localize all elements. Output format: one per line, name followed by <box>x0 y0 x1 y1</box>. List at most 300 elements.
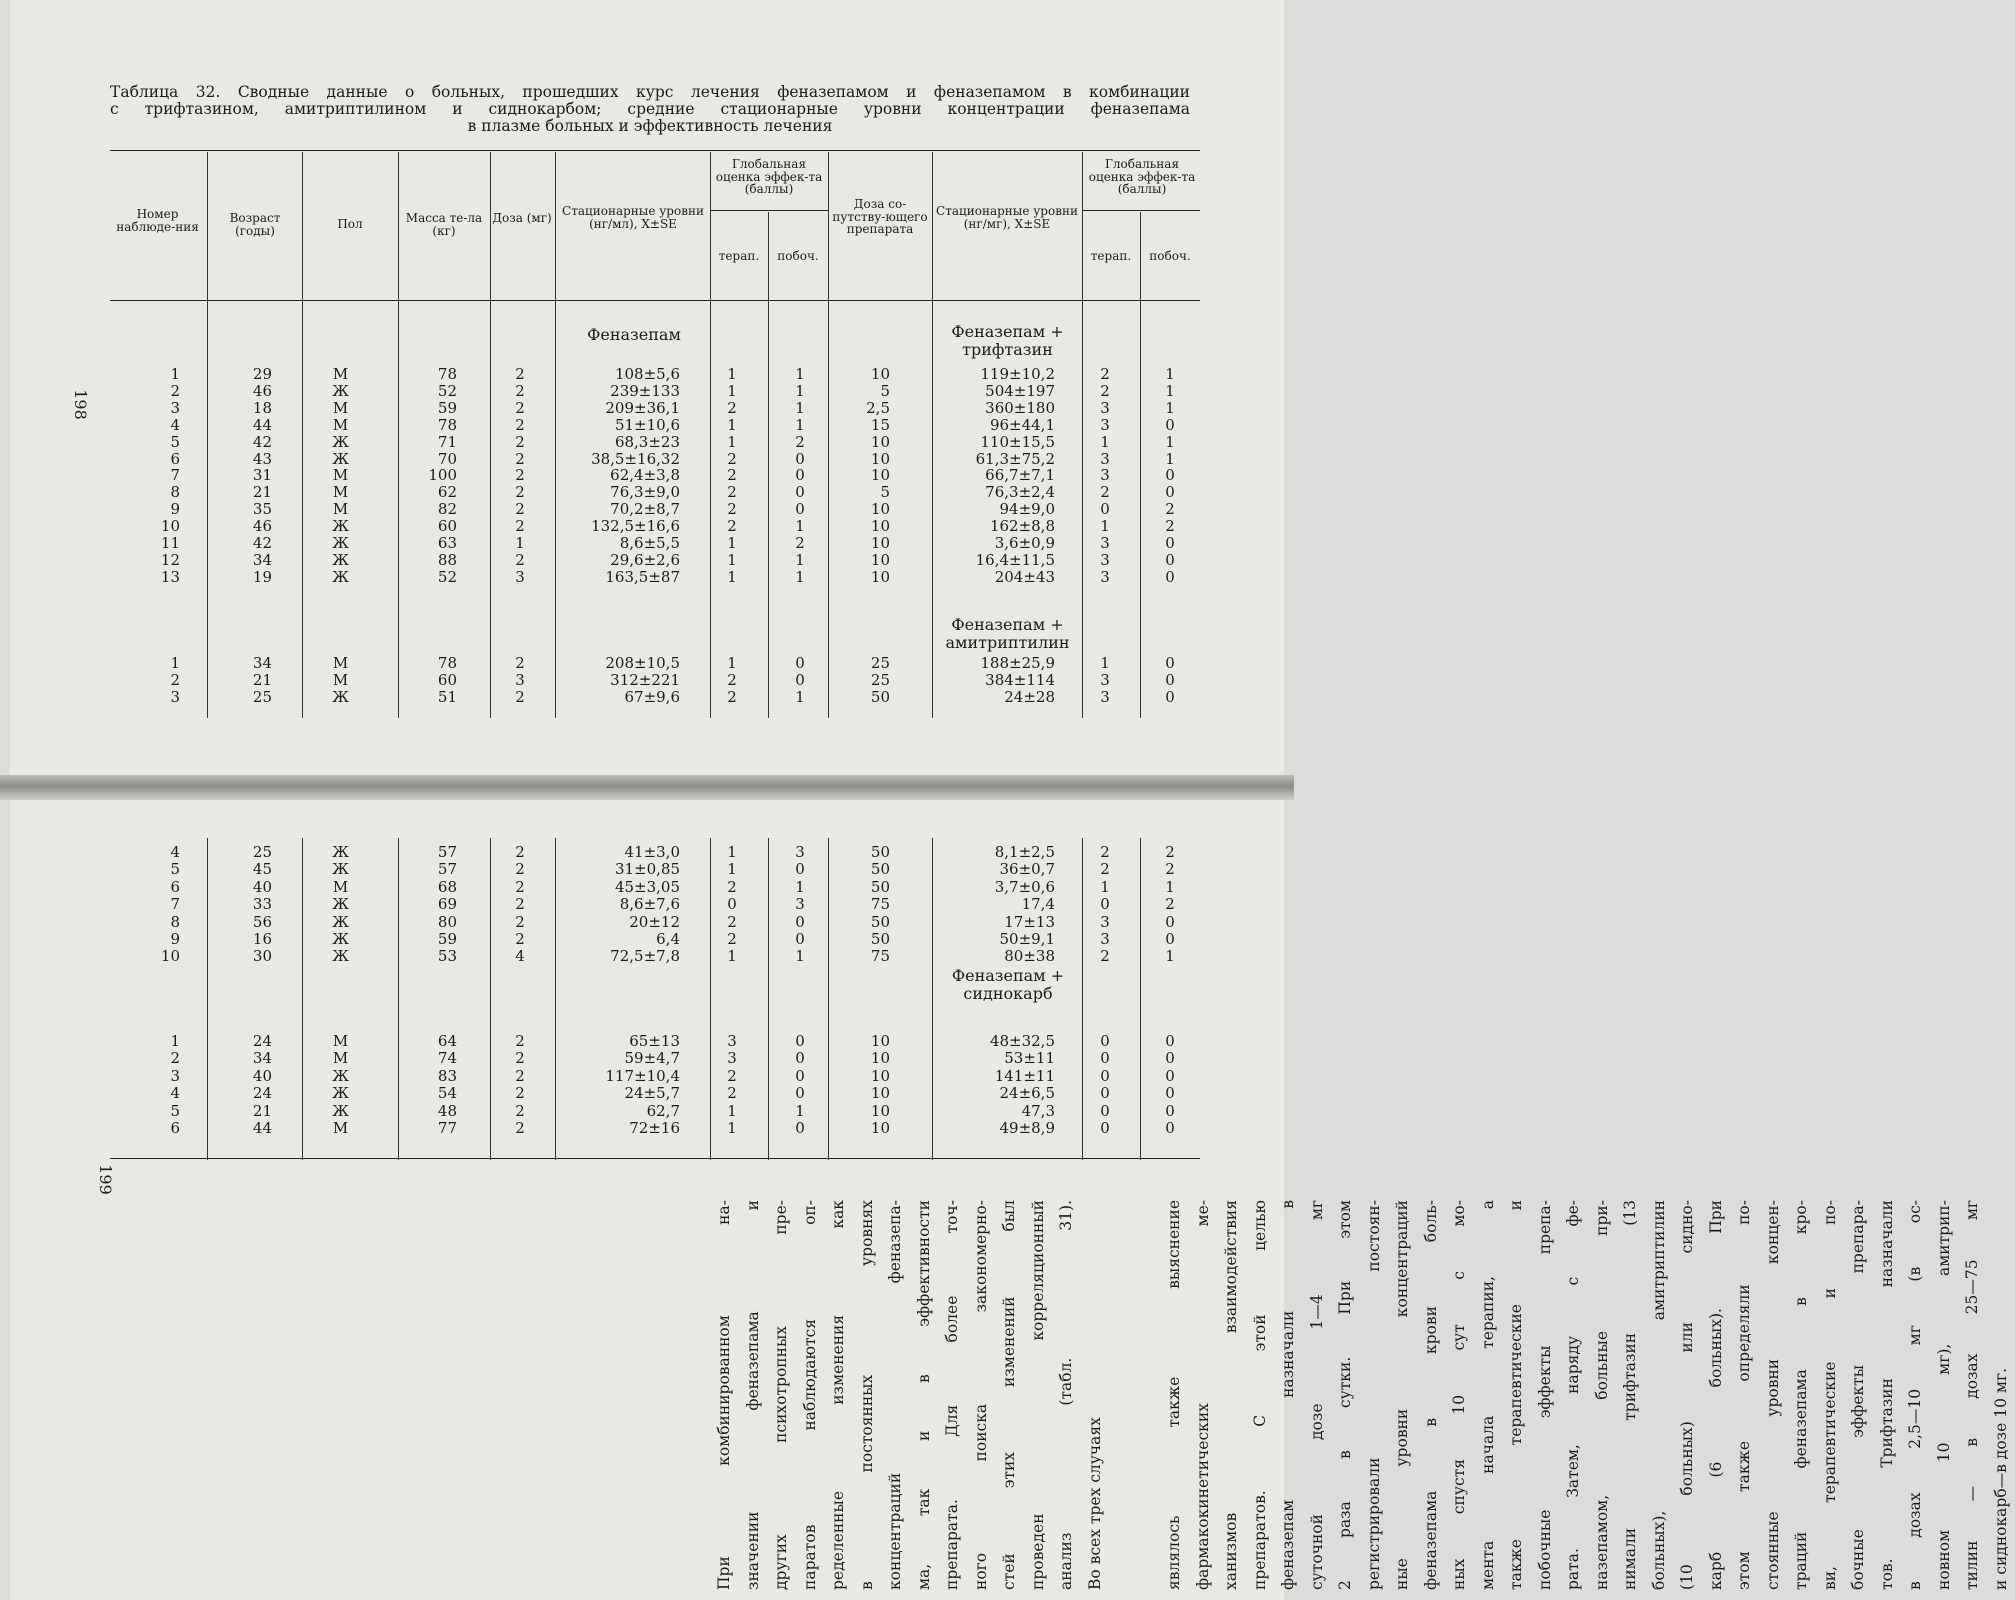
text-line: феназепам назначали в <box>1279 1200 1297 1590</box>
cell-level2: 50±9,1 <box>999 930 1055 948</box>
cell-codose: 10 <box>870 466 890 485</box>
cell-sex: Ж <box>332 567 349 586</box>
cell-side: 1 <box>795 877 805 896</box>
cell-mass: 88 <box>437 550 457 569</box>
cell-therap: 2 <box>727 1084 737 1103</box>
cell-age: 42 <box>252 534 272 552</box>
cell-level: 20±12 <box>629 912 680 931</box>
cell-mass: 52 <box>437 567 457 586</box>
header-levels2: Стационарные уровни (нг/мг), X±SE <box>936 204 1078 231</box>
cell-mass: 59 <box>437 398 457 417</box>
cell-therap2: 3 <box>1100 449 1110 468</box>
cell-mass: 74 <box>437 1049 457 1068</box>
text-line: в дозах 2,5—10 мг (в ос- <box>1906 1200 1924 1590</box>
cell-codose: 10 <box>870 365 890 383</box>
header-bottom-rule <box>110 300 1200 301</box>
cell-therap2: 2 <box>1100 365 1110 383</box>
cell-side2: 2 <box>1165 843 1175 861</box>
cell-therap: 1 <box>727 843 737 861</box>
cell-mass: 53 <box>437 947 457 966</box>
cell-level: 24±5,7 <box>624 1084 680 1103</box>
cell-age: 34 <box>252 1049 272 1068</box>
cell-sex: Ж <box>332 517 349 536</box>
cell-therap2: 3 <box>1100 912 1110 931</box>
cell-mass: 78 <box>437 365 457 383</box>
cell-codose: 15 <box>870 415 890 434</box>
page-198 <box>10 0 1284 775</box>
cell-dose: 2 <box>515 895 525 914</box>
cell-codose: 50 <box>870 877 890 896</box>
cell-codose: 10 <box>870 1032 890 1050</box>
cell-side: 0 <box>795 1066 805 1085</box>
cell-dose: 2 <box>515 1101 525 1120</box>
cell-sex: Ж <box>332 947 349 966</box>
header-number: Номер наблюде-ния <box>116 207 199 234</box>
column-rule <box>768 212 769 718</box>
column-rule <box>768 838 769 1160</box>
cell-age: 40 <box>252 1066 272 1085</box>
cell-level2: 96±44,1 <box>989 415 1055 434</box>
cell-mass: 48 <box>437 1101 457 1120</box>
text-line: являлось также выяснение <box>1165 1200 1183 1590</box>
cell-sex: М <box>332 1032 349 1050</box>
column-rule <box>1140 212 1141 718</box>
cell-therap2: 2 <box>1100 860 1110 879</box>
text-line: мента начала терапии, а <box>1478 1200 1497 1590</box>
cell-number: 3 <box>170 398 180 417</box>
column-rule <box>710 838 711 1160</box>
cell-sex: Ж <box>332 1084 349 1103</box>
cell-side: 1 <box>795 567 805 586</box>
cell-side2: 1 <box>1165 365 1175 383</box>
cell-side: 1 <box>795 365 805 383</box>
table-bottom-rule <box>110 1158 1200 1159</box>
global2-split-rule <box>1082 210 1200 211</box>
column-rule <box>398 152 399 718</box>
cell-side2: 2 <box>1165 517 1175 536</box>
cell-level2: 188±25,9 <box>980 654 1055 672</box>
cell-therap: 2 <box>727 671 737 689</box>
column-rule <box>490 838 491 1160</box>
cell-codose: 10 <box>870 1049 890 1068</box>
cell-mass: 64 <box>437 1032 457 1050</box>
cell-side: 3 <box>795 895 805 914</box>
column-rule <box>490 152 491 718</box>
text-line: и сиднокарб—в дозе 10 мг. <box>1991 1368 2010 1590</box>
column-rule <box>302 838 303 1160</box>
cell-dose: 2 <box>515 843 525 861</box>
text-line: феназепама в крови боль- <box>1421 1200 1440 1590</box>
cell-sex: Ж <box>332 912 349 931</box>
column-rule <box>1140 838 1141 1160</box>
cell-mass: 71 <box>437 432 457 451</box>
cell-therap: 2 <box>727 398 737 417</box>
cell-side: 2 <box>795 432 805 451</box>
cell-therap: 1 <box>727 947 737 966</box>
cell-mass: 70 <box>437 449 457 468</box>
cell-therap: 1 <box>727 1101 737 1120</box>
cell-level: 45±3,05 <box>614 877 680 896</box>
cell-codose: 10 <box>870 500 890 519</box>
cell-dose: 2 <box>515 654 525 672</box>
cell-number: 5 <box>170 432 180 451</box>
cell-side2: 1 <box>1165 877 1175 896</box>
cell-side: 0 <box>795 483 805 502</box>
cell-side2: 1 <box>1165 449 1175 468</box>
cell-number: 2 <box>170 671 180 689</box>
cell-level: 62,4±3,8 <box>610 466 680 485</box>
text-line: паратов наблюдаются оп- <box>800 1200 819 1590</box>
cell-level2: 119±10,2 <box>980 365 1055 383</box>
cell-codose: 10 <box>870 1084 890 1103</box>
cell-level: 208±10,5 <box>605 654 680 672</box>
text-line: стей этих изменений был <box>1000 1200 1018 1590</box>
book-gutter <box>0 775 1294 800</box>
cell-therap: 2 <box>727 449 737 468</box>
cell-number: 7 <box>170 895 180 914</box>
cell-number: 3 <box>170 688 180 706</box>
cell-sex: Ж <box>332 895 349 914</box>
cell-mass: 63 <box>437 534 457 552</box>
text-line: проведен корреляционный <box>1028 1200 1047 1590</box>
cell-level: 72±16 <box>629 1119 680 1137</box>
cell-side: 1 <box>795 517 805 536</box>
cell-therap: 1 <box>727 1119 737 1137</box>
cell-level: 209±36,1 <box>605 398 680 417</box>
cell-therap2: 3 <box>1100 466 1110 485</box>
cell-side2: 0 <box>1165 688 1175 706</box>
page-number-198: 198 <box>70 389 90 420</box>
cell-age: 18 <box>252 398 272 417</box>
cell-sex: Ж <box>332 843 349 861</box>
cell-codose: 50 <box>870 843 890 861</box>
cell-number: 6 <box>170 877 180 896</box>
cell-dose: 2 <box>515 1066 525 1085</box>
text-line: (10 больных) или сидно- <box>1678 1200 1696 1590</box>
cell-side2: 2 <box>1165 895 1175 914</box>
cell-level2: 66,7±7,1 <box>985 466 1055 485</box>
cell-level: 76,3±9,0 <box>610 483 680 502</box>
column-rule <box>710 152 711 718</box>
cell-sex: М <box>332 466 349 485</box>
text-line: новном 10 мг), амитрип- <box>1934 1200 1953 1590</box>
cell-side2: 1 <box>1165 432 1175 451</box>
text-line: 2 раза в сутки. При этом <box>1336 1200 1354 1590</box>
cell-level2: 8,1±2,5 <box>994 843 1055 861</box>
cell-mass: 51 <box>437 688 457 706</box>
text-line: препарата. Для более точ- <box>943 1200 961 1590</box>
cell-sex: Ж <box>332 550 349 569</box>
cell-dose: 2 <box>515 415 525 434</box>
cell-sex: М <box>332 365 349 383</box>
text-line: бочные эффекты препара- <box>1849 1200 1867 1590</box>
cell-level2: 80±38 <box>1004 947 1055 966</box>
cell-level: 70,2±8,7 <box>610 500 680 519</box>
cell-side2: 0 <box>1165 654 1175 672</box>
cell-side2: 0 <box>1165 912 1175 931</box>
cell-sex: Ж <box>332 930 349 948</box>
cell-sex: М <box>332 500 349 519</box>
header-sex: Пол <box>337 217 363 231</box>
column-rule <box>555 152 556 718</box>
column-rule <box>302 152 303 718</box>
cell-therap: 1 <box>727 534 737 552</box>
cell-side: 1 <box>795 398 805 417</box>
cell-side2: 0 <box>1165 466 1175 485</box>
cell-age: 29 <box>252 365 272 383</box>
cell-side: 2 <box>795 534 805 552</box>
text-line: этом также определяли по- <box>1735 1200 1753 1590</box>
cell-dose: 2 <box>515 365 525 383</box>
cell-dose: 2 <box>515 1049 525 1068</box>
cell-level: 6,4 <box>656 930 680 948</box>
cell-number: 5 <box>170 1101 180 1120</box>
cell-therap: 3 <box>727 1049 737 1068</box>
text-line: ма, так и в эффективности <box>914 1200 933 1590</box>
cell-therap2: 3 <box>1100 534 1110 552</box>
cell-dose: 1 <box>515 534 525 552</box>
cell-age: 21 <box>252 1101 272 1120</box>
cell-mass: 68 <box>437 877 457 896</box>
text-line: значении феназепама и <box>743 1200 762 1590</box>
cell-number: 9 <box>170 500 180 519</box>
cell-therap2: 2 <box>1100 381 1110 400</box>
header-therap: терап. <box>718 249 760 263</box>
header-age: Возраст (годы) <box>229 211 281 238</box>
cell-codose: 75 <box>870 947 890 966</box>
cell-codose: 10 <box>870 1119 890 1137</box>
cell-sex: М <box>332 398 349 417</box>
cell-sex: Ж <box>332 381 349 400</box>
cell-sex: Ж <box>332 860 349 879</box>
cell-mass: 57 <box>437 860 457 879</box>
cell-therap: 2 <box>727 1066 737 1085</box>
cell-side: 1 <box>795 381 805 400</box>
cell-mass: 60 <box>437 671 457 689</box>
cell-level2: 24±28 <box>1004 688 1055 706</box>
text-line: назепамом, больные при- <box>1592 1200 1611 1590</box>
cell-therap2: 3 <box>1100 688 1110 706</box>
text-line: траций феназепама в кро- <box>1792 1200 1810 1590</box>
cell-therap2: 1 <box>1100 432 1110 451</box>
cell-level2: 3,7±0,6 <box>994 877 1055 896</box>
cell-therap: 1 <box>727 381 737 400</box>
cell-dose: 2 <box>515 500 525 519</box>
text-line: ных спустя 10 сут с мо- <box>1450 1200 1468 1590</box>
text-line: тов. Трифтазин назначали <box>1877 1200 1896 1590</box>
cell-level2: 110±15,5 <box>980 432 1055 451</box>
cell-side: 0 <box>795 930 805 948</box>
cell-therap2: 3 <box>1100 550 1110 569</box>
section-sidn-1: Феназепам + <box>951 966 1065 985</box>
text-line: побочные эффекты препа- <box>1535 1200 1554 1590</box>
cell-side: 1 <box>795 688 805 706</box>
cell-age: 34 <box>252 654 272 672</box>
cell-number: 11 <box>160 534 180 552</box>
section-trif-2: трифтазин <box>962 340 1053 359</box>
cell-level: 62,7 <box>646 1101 680 1120</box>
header-side2: побоч. <box>1149 249 1191 263</box>
cell-therap2: 0 <box>1100 1032 1110 1050</box>
cell-therap2: 3 <box>1100 415 1110 434</box>
caption-line-2: с трифтазином, амитриптилином и сиднокарбом; средние стационарные уровни концентрации феназепама <box>110 100 1190 118</box>
cell-sex: Ж <box>332 534 349 552</box>
cell-number: 2 <box>170 1049 180 1068</box>
header-global2: Глобальная оценка эффек-та (баллы) <box>1088 157 1196 196</box>
cell-level2: 17,4 <box>1021 895 1055 914</box>
cell-codose: 10 <box>870 432 890 451</box>
cell-mass: 82 <box>437 500 457 519</box>
cell-side: 0 <box>795 860 805 879</box>
cell-mass: 78 <box>437 654 457 672</box>
cell-therap: 3 <box>727 1032 737 1050</box>
cell-level2: 504±197 <box>985 381 1055 400</box>
cell-side2: 1 <box>1165 947 1175 966</box>
cell-side: 0 <box>795 1119 805 1137</box>
cell-side2: 0 <box>1165 1119 1175 1137</box>
cell-therap2: 0 <box>1100 1084 1110 1103</box>
cell-age: 21 <box>252 483 272 502</box>
cell-age: 34 <box>252 550 272 569</box>
cell-mass: 69 <box>437 895 457 914</box>
cell-number: 12 <box>160 550 180 569</box>
cell-side: 0 <box>795 1084 805 1103</box>
cell-level: 132,5±16,6 <box>591 517 680 536</box>
cell-number: 1 <box>170 654 180 672</box>
cell-level: 68,3±23 <box>614 432 680 451</box>
cell-number: 13 <box>160 567 180 586</box>
cell-side2: 0 <box>1165 1049 1175 1068</box>
cell-level: 163,5±87 <box>605 567 680 586</box>
cell-level: 312±221 <box>610 671 680 689</box>
cell-codose: 5 <box>880 381 890 400</box>
cell-therap2: 0 <box>1100 500 1110 519</box>
cell-therap2: 0 <box>1100 895 1110 914</box>
cell-side2: 0 <box>1165 1032 1175 1050</box>
text-line: стоянные уровни концен- <box>1763 1200 1782 1590</box>
cell-number: 8 <box>170 483 180 502</box>
cell-codose: 25 <box>870 671 890 689</box>
cell-number: 8 <box>170 912 180 931</box>
cell-age: 46 <box>252 381 272 400</box>
table-caption <box>110 84 1190 135</box>
cell-therap2: 2 <box>1100 843 1110 861</box>
cell-number: 6 <box>170 449 180 468</box>
text-line: других психотропных пре- <box>772 1200 790 1590</box>
header-global: Глобальная оценка эффек-та (баллы) <box>715 157 823 196</box>
cell-therap2: 0 <box>1100 1119 1110 1137</box>
cell-dose: 2 <box>515 466 525 485</box>
cell-therap2: 0 <box>1100 1101 1110 1120</box>
header-levels: Стационарные уровни (нг/мл), X±SE <box>562 204 704 231</box>
cell-level: 38,5±16,32 <box>591 449 680 468</box>
cell-side2: 0 <box>1165 1101 1175 1120</box>
cell-number: 10 <box>160 517 180 536</box>
cell-codose: 5 <box>880 483 890 502</box>
cell-therap2: 3 <box>1100 671 1110 689</box>
text-line: суточной дозе 1—4 мг <box>1307 1200 1326 1590</box>
global-split-rule <box>710 210 828 211</box>
header-mass: Масса те-ла (кг) <box>405 211 483 238</box>
cell-age: 25 <box>252 843 272 861</box>
cell-side2: 1 <box>1165 381 1175 400</box>
cell-therap: 1 <box>727 365 737 383</box>
cell-codose: 50 <box>870 688 890 706</box>
cell-number: 6 <box>170 1119 180 1137</box>
cell-age: 46 <box>252 517 272 536</box>
cell-therap: 2 <box>727 930 737 948</box>
cell-side: 0 <box>795 1049 805 1068</box>
column-rule <box>828 838 829 1160</box>
cell-dose: 3 <box>515 671 525 689</box>
cell-mass: 78 <box>437 415 457 434</box>
cell-therap2: 1 <box>1100 517 1110 536</box>
cell-codose: 10 <box>870 517 890 536</box>
cell-side: 1 <box>795 550 805 569</box>
cell-codose: 10 <box>870 550 890 569</box>
text-line: ханизмов взаимодействия <box>1222 1200 1240 1590</box>
text-line: ные уровни концентраций <box>1393 1200 1411 1590</box>
cell-dose: 2 <box>515 483 525 502</box>
cell-mass: 57 <box>437 843 457 861</box>
cell-codose: 25 <box>870 654 890 672</box>
cell-therap2: 3 <box>1100 567 1110 586</box>
cell-age: 56 <box>252 912 272 931</box>
cell-therap2: 3 <box>1100 930 1110 948</box>
cell-level: 72,5±7,8 <box>610 947 680 966</box>
text-column-right <box>1160 1200 2015 1590</box>
cell-mass: 62 <box>437 483 457 502</box>
text-line: рата. Затем, наряду с фе- <box>1564 1200 1582 1590</box>
cell-therap2: 1 <box>1100 654 1110 672</box>
cell-dose: 2 <box>515 912 525 931</box>
cell-side: 1 <box>795 947 805 966</box>
cell-number: 4 <box>170 415 180 434</box>
cell-side: 0 <box>795 500 805 519</box>
column-rule <box>398 838 399 1160</box>
header-side: побоч. <box>777 249 819 263</box>
text-line: тилин — в дозах 25—75 мг <box>1963 1200 1981 1590</box>
text-line: регистрировали постоян- <box>1364 1200 1383 1590</box>
header-dose: Доза (мг) <box>492 211 552 225</box>
cell-age: 42 <box>252 432 272 451</box>
cell-level2: 204±43 <box>994 567 1055 586</box>
cell-level2: 16,4±11,5 <box>975 550 1055 569</box>
cell-codose: 10 <box>870 1101 890 1120</box>
cell-side2: 0 <box>1165 483 1175 502</box>
cell-level2: 24±6,5 <box>999 1084 1055 1103</box>
header-therap2: терап. <box>1090 249 1132 263</box>
caption-line-3: в плазме больных и эффективность лечения <box>467 117 833 135</box>
cell-therap: 2 <box>727 877 737 896</box>
cell-sex: М <box>332 877 349 896</box>
cell-sex: М <box>332 654 349 672</box>
cell-level: 29,6±2,6 <box>610 550 680 569</box>
text-line: в постоянных уровнях <box>857 1200 876 1590</box>
cell-age: 43 <box>252 449 272 468</box>
cell-sex: М <box>332 1049 349 1068</box>
cell-side2: 0 <box>1165 567 1175 586</box>
cell-side2: 0 <box>1165 1084 1175 1103</box>
cell-dose: 4 <box>515 947 525 966</box>
column-rule <box>207 152 208 718</box>
cell-mass: 77 <box>437 1119 457 1137</box>
cell-therap2: 0 <box>1100 1049 1110 1068</box>
cell-sex: Ж <box>332 688 349 706</box>
cell-level2: 47,3 <box>1021 1101 1055 1120</box>
cell-codose: 50 <box>870 860 890 879</box>
cell-codose: 10 <box>870 449 890 468</box>
